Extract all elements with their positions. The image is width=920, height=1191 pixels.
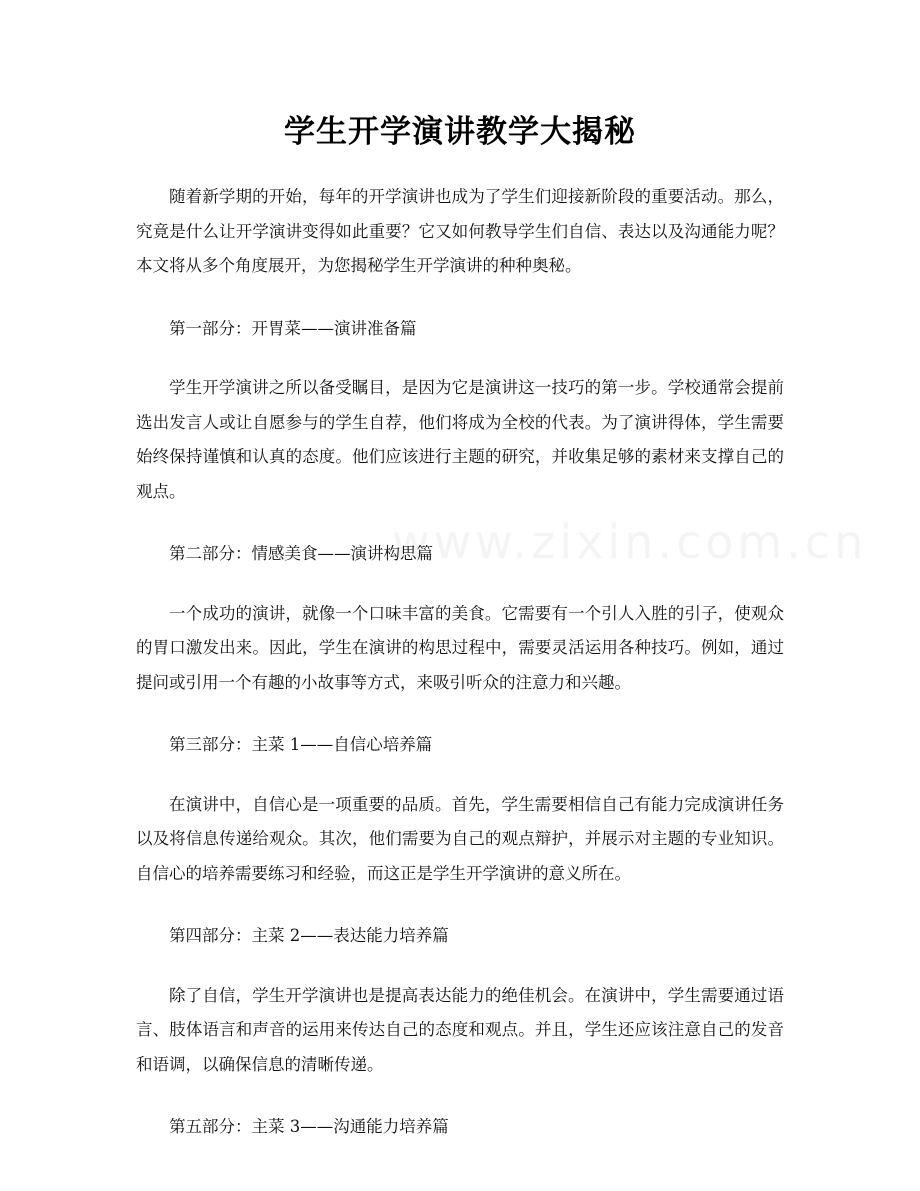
section-heading-5: 第五部分：主菜 3——沟通能力培养篇 (169, 1117, 449, 1136)
section-paragraph-1: 学生开学演讲之所以备受瞩目，是因为它是演讲这一技巧的第一步。学校通常会提前选出发言人或让自愿参与的学生自荐，他们将成为全校的代表。为了演讲得体，学生需要始终保持谨慎和认真的态度。他们应该进行主题的研究，并收集足够的素材来支撑自己的观点。 (136, 378, 784, 501)
section-paragraph-4: 除了自信，学生开学演讲也是提高表达能力的绝佳机会。在演讲中，学生需要通过语言、肢体语言和声音的运用来传达自己的态度和观点。并且，学生还应该注意自己的发音和语调，以确保信息的清晰传递。 (136, 985, 784, 1074)
section-paragraph-3: 在演讲中，自信心是一项重要的品质。首先，学生需要相信自己有能力完成演讲任务以及将信息传递给观众。其次，他们需要为自己的观点辩护，并展示对主题的专业知识。自信心的培养需要练习和经验，而这正是学生开学演讲的意义所在。 (136, 794, 784, 883)
section-heading-4: 第四部分：主菜 2——表达能力培养篇 (169, 926, 449, 945)
section-paragraph-2: 一个成功的演讲，就像一个口味丰富的美食。它需要有一个引人入胜的引子，使观众的胃口激发出来。因此，学生在演讲的构思过程中，需要灵活运用各种技巧。例如，通过提问或引用一个有趣的小故事等方式，来吸引听众的注意力和兴趣。 (136, 603, 784, 692)
section-heading-2: 第二部分：情感美食——演讲构思篇 (169, 544, 433, 563)
intro-paragraph: 随着新学期的开始，每年的开学演讲也成为了学生们迎接新阶段的重要活动。那么，究竟是什么让开学演讲变得如此重要？它又如何教导学生们自信、表达以及沟通能力呢？本文将从多个角度展开，为您揭秘学生开学演讲的种种奥秘。 (136, 187, 784, 275)
document-body (136, 180, 784, 1170)
document-title: 学生开学演讲教学大揭秘 (284, 114, 636, 150)
section-heading-1: 第一部分：开胃菜——演讲准备篇 (169, 318, 417, 338)
section-heading-3: 第三部分：主菜 1——自信心培养篇 (169, 735, 433, 754)
